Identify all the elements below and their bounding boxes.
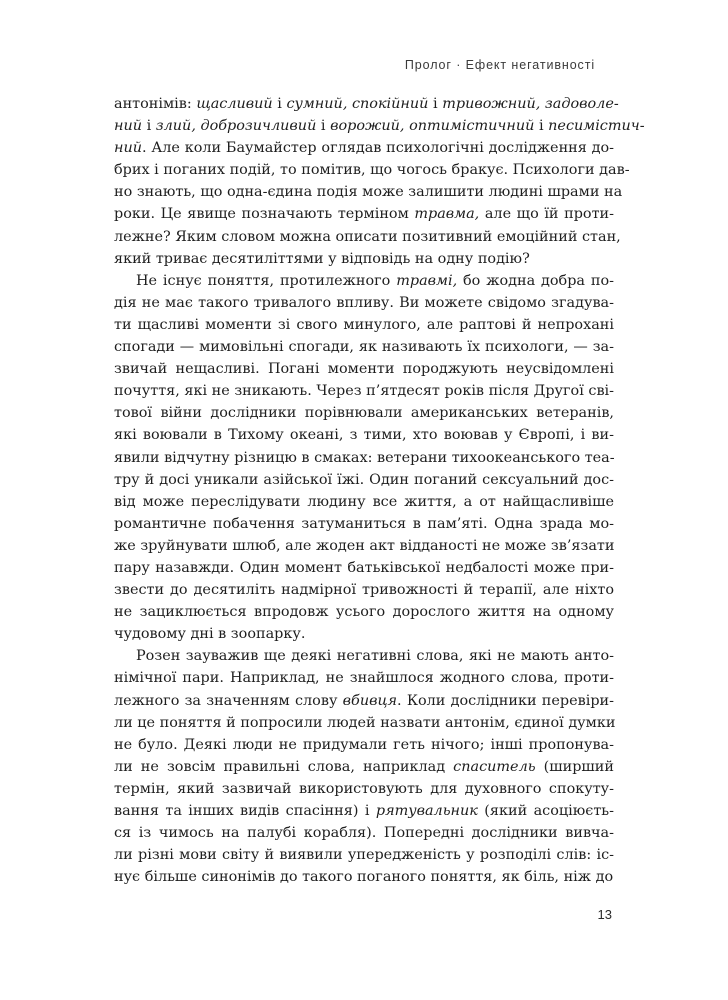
italic-term: песимістич- [548, 118, 645, 135]
text-line [114, 336, 614, 358]
text-run: ти щасливі моменти зі свого минулого, але раптові й непрохані [114, 316, 614, 333]
text-line [114, 314, 614, 336]
text-line [114, 822, 614, 844]
italic-term: травмі, [396, 272, 458, 289]
text-line [114, 557, 614, 579]
text-line [114, 358, 614, 380]
text-line [114, 380, 614, 402]
text-run: німічної пари. Наприклад, не знайшлося жодного слова, проти- [114, 670, 614, 687]
text-run: (ширший [535, 758, 614, 775]
italic-term: рятувальник [375, 803, 478, 819]
text-line [114, 645, 614, 667]
text-run: ли різні мови світу й виявили упередженість у розподілі слів: іс- [114, 847, 614, 864]
text-run: тру й досі уникали азійської їжі. Один поганий сексуальний дос- [114, 471, 614, 488]
text-run: дія не має такого тривалого впливу. Ви можете свідомо згадува- [114, 294, 614, 311]
text-line [114, 756, 614, 778]
text-run: які воювали в Тихому океані, з тими, хто воював у Європі, і ви- [114, 427, 614, 444]
text-line [114, 690, 614, 712]
text-run: від може переслідувати людину все життя, а от найщасливіше [114, 493, 614, 510]
text-line [114, 623, 614, 645]
text-line [114, 137, 614, 159]
text-line [114, 535, 614, 557]
text-line [114, 181, 623, 203]
text-line [114, 778, 614, 800]
text-line [114, 579, 614, 601]
italic-term: вбивця [342, 692, 398, 709]
text-run: . Коли дослідники перевіри- [397, 692, 614, 709]
text-line [114, 447, 614, 469]
text-run: же зруйнувати шлюб, але жоден акт відданості не може зв’язати [114, 537, 615, 554]
text-run: термін, який зазвичай використовують для духовного спокуту- [114, 780, 614, 797]
text-line [114, 203, 614, 225]
italic-term: травма, [414, 206, 480, 223]
page-number: 13 [597, 907, 612, 922]
text-line [114, 513, 614, 535]
text-line [114, 491, 614, 513]
text-run: звести до десятиліть надмірної тривожності й терапії, але ніхто [114, 582, 614, 599]
text-line [114, 712, 614, 734]
text-line [114, 601, 614, 623]
text-run: тової війни дослідники порівнювали американських ветеранів, [114, 405, 614, 422]
text-line [114, 844, 614, 866]
text-line [114, 226, 621, 248]
text-run: лежне? Яким словом можна описати позитивний емоційний стан, [114, 228, 621, 245]
body-text [114, 93, 645, 888]
text-run: Розен зауважив ще деякі негативні слова, які не мають анто- [136, 648, 614, 665]
text-run: брих і поганих подій, то помітив, що чогось бракує. Психологи дав- [114, 162, 630, 179]
italic-term: ворожий, оптимістичний [330, 118, 535, 135]
running-head: Пролог · Ефект негативності [404, 58, 595, 72]
italic-term: сумний, спокійний [286, 96, 429, 112]
text-run: який триває десятиліттями у відповідь на одну подію? [114, 250, 530, 267]
text-line [114, 159, 630, 181]
italic-term: щасливий [196, 96, 273, 112]
text-run: но знають, що одна-єдина подія може залишити людині шрами на [114, 184, 623, 201]
text-run: романтичне побачення затуманиться в пам’яті. Одна зрада мо- [114, 515, 614, 532]
text-run: антонімів: [114, 96, 197, 112]
italic-term: ний [114, 118, 143, 135]
text-run: не було. Деякі люди не придумали геть нічого; інші пропонува- [114, 736, 614, 753]
text-run: вання та інших видів спасіння) і [114, 803, 376, 819]
text-line [114, 93, 619, 115]
text-run: чудовому дні в зоопарку. [114, 626, 306, 643]
italic-term: тривожний, задоволе- [442, 96, 619, 112]
text-run: лежного за значенням слову [114, 692, 343, 709]
text-line [114, 469, 614, 491]
text-run: і [534, 118, 549, 135]
text-run: . Але коли Баумайстер оглядав психологічні дослідження до- [142, 140, 614, 157]
text-run: і [142, 118, 156, 135]
text-run: звичай нещасливі. Погані моменти породжують неусвідомлені [114, 361, 614, 378]
text-run: і [272, 96, 287, 112]
text-run: нує більше синонімів до такого поганого поняття, як біль, ніж до [114, 869, 614, 886]
text-run: явили відчутну різницю в смаках: ветерани тихоокеанського теа- [114, 449, 615, 466]
text-run: спогади — мимовільні спогади, як називають їх психологи, — за- [114, 339, 614, 356]
text-run: бо жодна добра по- [457, 272, 614, 289]
text-line [114, 667, 614, 689]
italic-term: злий, доброзичливий [155, 118, 317, 135]
text-run: не зациклюється впродовж усього дорослого життя на одному [114, 604, 614, 621]
text-run: ли не зовсім правильні слова, наприклад [114, 758, 454, 775]
text-run: ся із чимось на палубі корабля). Попередні дослідники вивча- [114, 825, 614, 842]
text-run: ли це поняття й попросили людей назвати антонім, єдиної думки [114, 714, 616, 731]
text-run: Не існує поняття, протилежного [136, 272, 397, 289]
italic-term: ний [114, 140, 143, 157]
text-line [114, 292, 614, 314]
text-line [114, 115, 645, 137]
italic-term: спаситель [453, 758, 536, 775]
text-run: роки. Це явище позначають терміном [114, 206, 415, 223]
text-run: почуття, які не зникають. Через п’ятдесят років після Другої сві- [114, 383, 615, 400]
text-line [114, 402, 614, 424]
text-line [114, 248, 614, 270]
text-run: і [428, 96, 443, 112]
text-line [114, 734, 614, 756]
text-line [114, 866, 614, 888]
text-line [114, 424, 614, 446]
text-line [114, 270, 614, 292]
text-run: (який асоціюєть- [477, 803, 614, 819]
text-run: і [316, 118, 331, 135]
text-run: але що їй проти- [479, 206, 614, 223]
text-line [114, 800, 614, 822]
text-run: пару назавжди. Один момент батьківської недбалості може при- [114, 559, 614, 576]
